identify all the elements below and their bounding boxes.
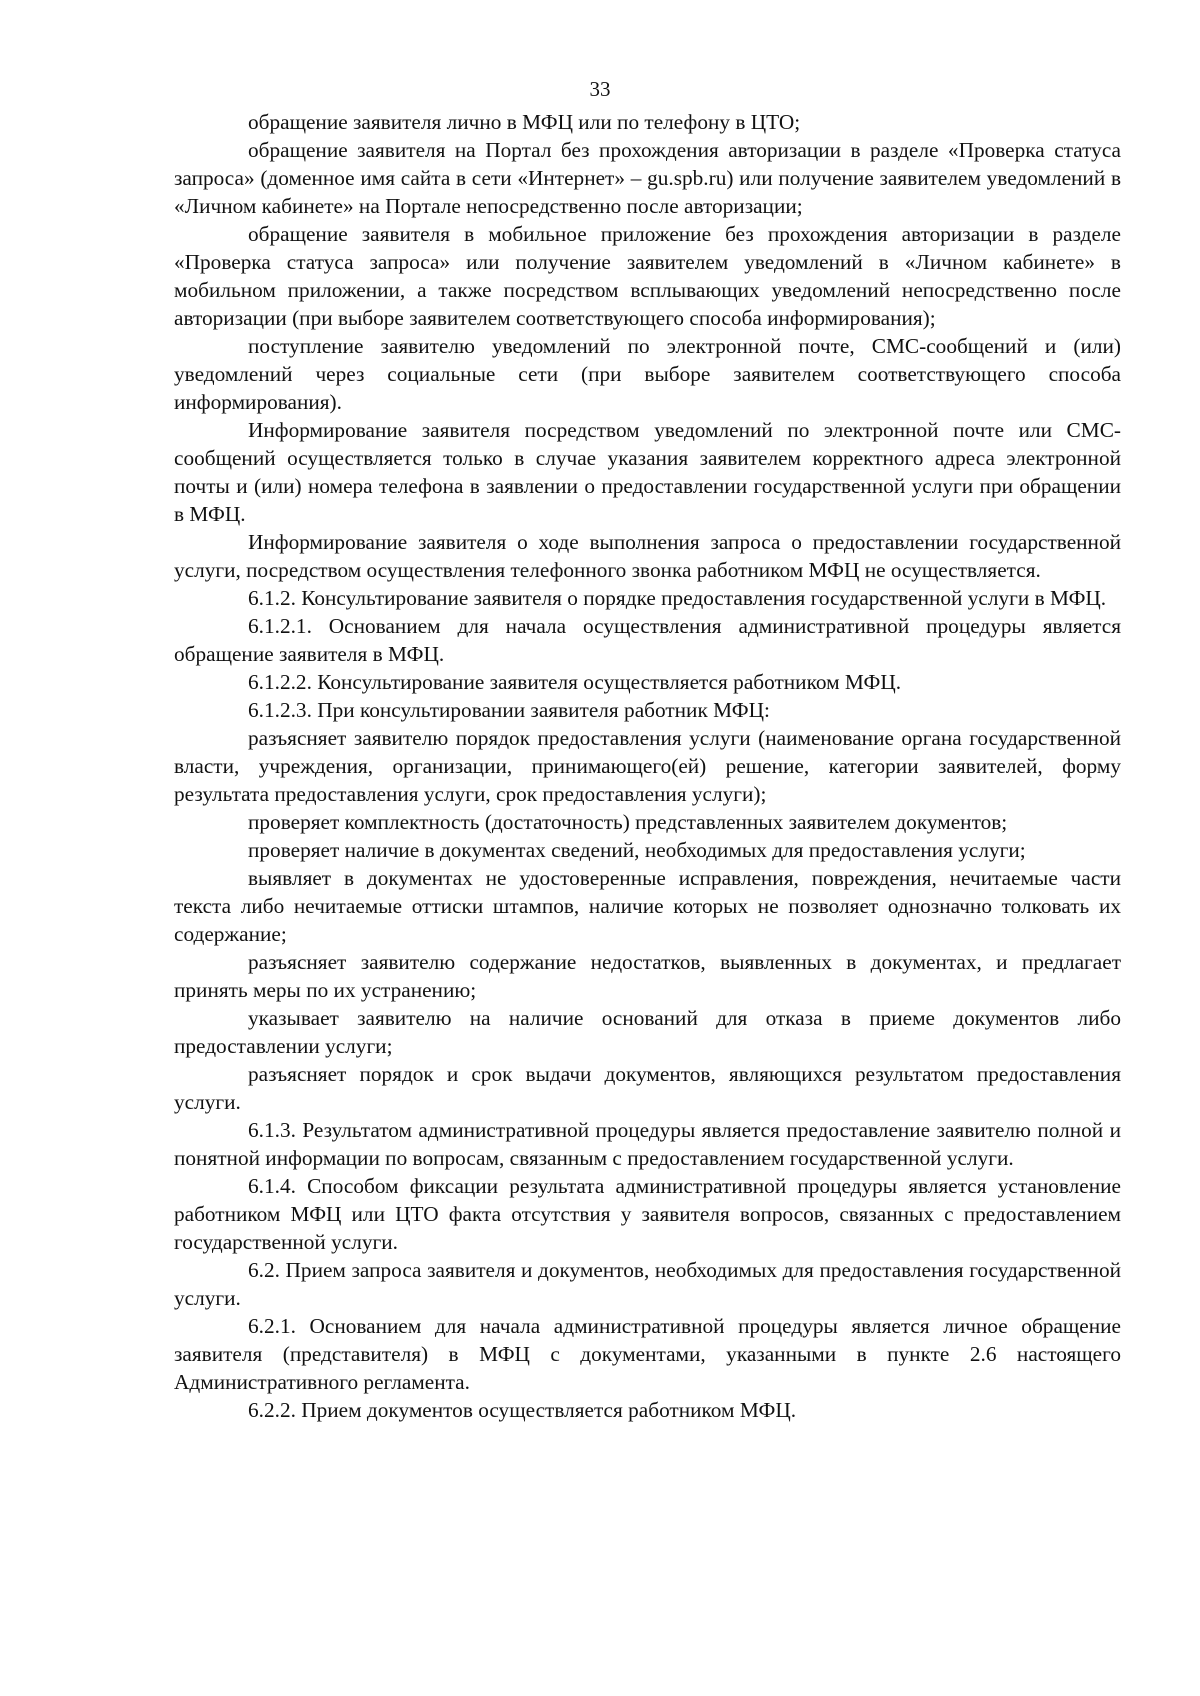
paragraph-no-phone-calls: Информирование заявителя о ходе выполнения запроса о предоставлении государственной услуги, посредством осуществления телефонного звонка работником МФЦ не осуществляется. [174,530,1121,582]
paragraph-explains-procedure: разъясняет заявителю порядок предоставления услуги (наименование органа государственной власти, учреждения, организации, принимающего(ей) решение, категории заявителей, форму результата предоставления услуги, срок предоставления услуги); [174,726,1121,806]
document-body [174,108,1121,1424]
paragraph-6-2-2: 6.2.2. Прием документов осуществляется работником МФЦ. [248,1398,797,1422]
paragraph-identifies-defects: выявляет в документах не удостоверенные исправления, повреждения, нечитаемые части текста либо нечитаемые оттиски штампов, наличие которых не позволяет однозначно толковать их содержание; [174,866,1121,946]
paragraph-email-sms-notifications: поступление заявителю уведомлений по электронной почте, СМС-сообщений и (или) уведомлений через социальные сети (при выборе заявителем соответствующего способа информирования). [174,334,1121,414]
paragraph-checks-completeness: проверяет комплектность (достаточность) представленных заявителем документов; [248,810,1008,834]
paragraph-6-1-2-1: 6.1.2.1. Основанием для начала осуществления административной процедуры является обращение заявителя в МФЦ. [174,614,1121,666]
paragraph-issuance-terms: разъясняет порядок и срок выдачи документов, являющихся результатом предоставления услуги. [174,1062,1121,1114]
page-number: 33 [589,77,611,101]
paragraph-6-1-2-3: 6.1.2.3. При консультировании заявителя работник МФЦ: [248,698,770,722]
paragraph-in-person-appeal: обращение заявителя лично в МФЦ или по телефону в ЦТО; [248,110,801,134]
paragraph-checks-information: проверяет наличие в документах сведений, необходимых для предоставления услуги; [248,838,1026,862]
paragraph-6-2-1: 6.2.1. Основанием для начала административной процедуры является личное обращение заявителя (представителя) в МФЦ с документами, указанными в пункте 2.6 настоящего Административного регламента. [174,1314,1121,1394]
paragraph-6-2: 6.2. Прием запроса заявителя и документов, необходимых для предоставления государственной услуги. [174,1258,1121,1310]
paragraph-6-1-2: 6.1.2. Консультирование заявителя о порядке предоставления государственной услуги в МФЦ. [248,586,1107,610]
paragraph-6-1-2-2: 6.1.2.2. Консультирование заявителя осуществляется работником МФЦ. [248,670,902,694]
paragraph-6-1-3: 6.1.3. Результатом административной процедуры является предоставление заявителю полной и понятной информации по вопросам, связанным с предоставлением государственной услуги. [174,1118,1121,1170]
paragraph-portal-appeal: обращение заявителя на Портал без прохождения авторизации в разделе «Проверка статуса запроса» (доменное имя сайта в сети «Интернет» – gu.spb.ru) или получение заявителем уведомлений в «Личном кабинете» на Портале непосредственно после авторизации; [174,138,1121,218]
paragraph-explains-shortcomings: разъясняет заявителю содержание недостатков, выявленных в документах, и предлагает принять меры по их устранению; [174,950,1121,1002]
paragraph-mobile-app-appeal: обращение заявителя в мобильное приложение без прохождения авторизации в разделе «Проверка статуса запроса» или получение заявителем уведомлений в «Личном кабинете» в мобильном приложении, а также посредством всплывающих уведомлений непосредственно после авторизации (при выборе заявителем соответствующего способа информирования); [174,222,1121,330]
paragraph-6-1-4: 6.1.4. Способом фиксации результата административной процедуры является установление работником МФЦ или ЦТО факта отсутствия у заявителя вопросов, связанных с предоставлением государственной услуги. [174,1174,1121,1254]
paragraph-informing-conditions: Информирование заявителя посредством уведомлений по электронной почте или СМС-сообщений осуществляется только в случае указания заявителем корректного адреса электронной почты и (или) номера телефона в заявлении о предоставлении государственной услуги при обращении в МФЦ. [174,418,1121,526]
paragraph-refusal-grounds: указывает заявителю на наличие оснований для отказа в приеме документов либо предоставлении услуги; [174,1006,1121,1058]
